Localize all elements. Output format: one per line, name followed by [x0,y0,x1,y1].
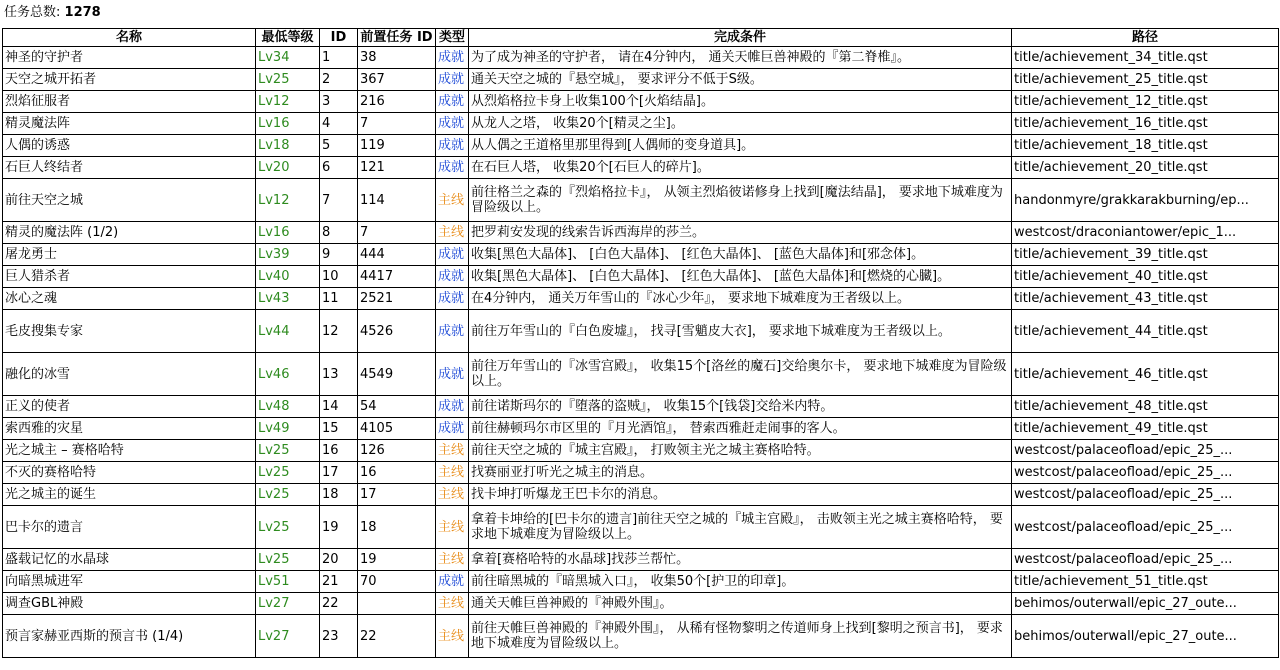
quest-type: 成就 [436,571,469,593]
quest-type: 成就 [436,266,469,288]
quest-level: Lv16 [256,113,320,135]
quest-id: 6 [320,157,358,179]
quest-level: Lv40 [256,266,320,288]
header-prereq[interactable]: 前置任务 ID [358,29,436,47]
quest-name: 光之城主 – 赛格哈特 [3,440,256,462]
quest-name: 融化的冰雪 [3,353,256,396]
quest-condition: 拿着[赛格哈特的水晶球]找莎兰帮忙。 [469,549,1012,571]
table-row[interactable] [3,288,1279,310]
quest-id: 19 [320,506,358,549]
quest-condition: 从人偶之王道格里那里得到[人偶师的变身道具]。 [469,135,1012,157]
quest-id: 9 [320,244,358,266]
table-row[interactable] [3,244,1279,266]
quest-level: Lv27 [256,615,320,658]
quest-path: behimos/outerwall/epic_27_oute... [1012,593,1279,615]
quest-type: 主线 [436,506,469,549]
quest-condition: 收集[黑色大晶体]、 [白色大晶体]、 [红色大晶体]、 [蓝色大晶体]和[邪念体]。 [469,244,1012,266]
quest-name: 烈焰征服者 [3,91,256,113]
quest-id: 18 [320,484,358,506]
quest-id: 2 [320,69,358,91]
quest-path: behimos/outerwall/epic_27_oute... [1012,615,1279,658]
quest-condition: 前往天空之城的『城主宫殿』， 打败领主光之城主赛格哈特。 [469,440,1012,462]
total-label: 任务总数: [4,5,61,20]
quest-condition: 收集[黑色大晶体]、 [白色大晶体]、 [红色大晶体]、 [蓝色大晶体]和[燃烧的心臓]。 [469,266,1012,288]
quest-condition: 从烈焰格拉卡身上收集100个[火焰结晶]。 [469,91,1012,113]
quest-condition: 为了成为神圣的守护者， 请在4分钟内， 通关天帷巨兽神殿的『第二脊椎』。 [469,47,1012,69]
quest-level: Lv49 [256,418,320,440]
total-count: 1278 [64,5,101,20]
quest-id: 5 [320,135,358,157]
table-row[interactable] [3,571,1279,593]
quest-prereq-id: 4417 [358,266,436,288]
total-count-label [4,5,101,21]
table-row[interactable] [3,135,1279,157]
quest-type: 成就 [436,310,469,353]
quest-condition: 通关天空之城的『悬空城』， 要求评分不低于S级。 [469,69,1012,91]
quest-level: Lv25 [256,69,320,91]
quest-condition: 在石巨人塔， 收集20个[石巨人的碎片]。 [469,157,1012,179]
quest-level: Lv44 [256,310,320,353]
quest-type: 主线 [436,549,469,571]
quest-condition: 找卡坤打听爆龙王巴卡尔的消息。 [469,484,1012,506]
quest-id: 14 [320,396,358,418]
quest-condition: 把罗莉安发现的线索告诉西海岸的莎兰。 [469,222,1012,244]
table-row[interactable] [3,47,1279,69]
quest-level: Lv48 [256,396,320,418]
quest-name: 毛皮搜集专家 [3,310,256,353]
quest-level: Lv25 [256,549,320,571]
quest-id: 23 [320,615,358,658]
quest-prereq-id: 4526 [358,310,436,353]
quest-name: 索西雅的灾星 [3,418,256,440]
quest-path: title/achievement_43_title.qst [1012,288,1279,310]
quest-prereq-id: 16 [358,462,436,484]
quest-level: Lv12 [256,91,320,113]
quest-name: 盛载记忆的水晶球 [3,549,256,571]
quest-prereq-id: 7 [358,113,436,135]
quest-level: Lv25 [256,440,320,462]
quest-id: 7 [320,179,358,222]
quest-path: title/achievement_20_title.qst [1012,157,1279,179]
quest-prereq-id: 367 [358,69,436,91]
quest-path: title/achievement_49_title.qst [1012,418,1279,440]
quest-prereq-id: 216 [358,91,436,113]
header-level[interactable]: 最低等级 [256,29,320,47]
quest-prereq-id: 70 [358,571,436,593]
quest-level: Lv25 [256,462,320,484]
quest-prereq-id: 7 [358,222,436,244]
quest-level: Lv18 [256,135,320,157]
quest-type: 主线 [436,222,469,244]
quest-id: 11 [320,288,358,310]
quest-level: Lv25 [256,484,320,506]
quest-path: westcost/palaceofload/epic_25_... [1012,506,1279,549]
header-path[interactable]: 路径 [1012,29,1279,47]
quest-name: 人偶的诱惑 [3,135,256,157]
quest-type: 成就 [436,69,469,91]
quest-path: westcost/palaceofload/epic_25_... [1012,484,1279,506]
quest-condition: 前往赫顿玛尔市区里的『月光酒馆』， 替索西雅赶走闹事的客人。 [469,418,1012,440]
quest-condition: 找赛丽亚打听光之城主的消息。 [469,462,1012,484]
table-row[interactable] [3,396,1279,418]
quest-prereq-id: 38 [358,47,436,69]
table-row[interactable] [3,310,1279,353]
quest-id: 4 [320,113,358,135]
quest-table [2,28,1279,658]
header-condition[interactable]: 完成条件 [469,29,1012,47]
quest-id: 1 [320,47,358,69]
quest-prereq-id: 18 [358,506,436,549]
quest-path: westcost/palaceofload/epic_25_... [1012,549,1279,571]
quest-prereq-id: 4105 [358,418,436,440]
quest-id: 10 [320,266,358,288]
table-row[interactable] [3,462,1279,484]
table-row[interactable] [3,353,1279,396]
quest-type: 主线 [436,179,469,222]
quest-level: Lv16 [256,222,320,244]
quest-id: 16 [320,440,358,462]
quest-type: 主线 [436,593,469,615]
quest-path: title/achievement_16_title.qst [1012,113,1279,135]
quest-name: 不灭的赛格哈特 [3,462,256,484]
table-row[interactable] [3,549,1279,571]
quest-name: 巨人猎杀者 [3,266,256,288]
quest-name: 石巨人终结者 [3,157,256,179]
quest-condition: 拿着卡坤给的[巴卡尔的遗言]前往天空之城的『城主宫殿』， 击败领主光之城主赛格哈特， 要求地下城难度为冒险级以上。 [469,506,1012,549]
quest-level: Lv20 [256,157,320,179]
quest-level: Lv51 [256,571,320,593]
quest-level: Lv46 [256,353,320,396]
quest-condition: 前往暗黑城的『暗黑城入口』， 收集50个[护卫的印章]。 [469,571,1012,593]
quest-condition: 在4分钟内， 通关万年雪山的『冰心少年』， 要求地下城难度为王者级以上。 [469,288,1012,310]
quest-prereq-id: 4549 [358,353,436,396]
quest-name: 天空之城开拓者 [3,69,256,91]
quest-type: 主线 [436,615,469,658]
quest-type: 成就 [436,91,469,113]
table-header-row [3,29,1279,47]
table-row[interactable] [3,484,1279,506]
quest-prereq-id: 22 [358,615,436,658]
table-row[interactable] [3,179,1279,222]
header-name[interactable]: 名称 [3,29,256,47]
quest-id: 17 [320,462,358,484]
quest-level: Lv25 [256,506,320,549]
quest-name: 预言家赫亚西斯的预言书 (1/4) [3,615,256,658]
quest-condition: 从龙人之塔， 收集20个[精灵之尘]。 [469,113,1012,135]
quest-prereq-id: 2521 [358,288,436,310]
quest-name: 光之城主的诞生 [3,484,256,506]
quest-condition: 前往诺斯玛尔的『堕落的盗贼』， 收集15个[钱袋]交给米内特。 [469,396,1012,418]
quest-level: Lv12 [256,179,320,222]
quest-path: title/achievement_46_title.qst [1012,353,1279,396]
table-row[interactable] [3,506,1279,549]
quest-path: title/achievement_44_title.qst [1012,310,1279,353]
quest-name: 前往天空之城 [3,179,256,222]
quest-path: westcost/palaceofload/epic_25_... [1012,440,1279,462]
quest-prereq-id [358,593,436,615]
table-row[interactable] [3,418,1279,440]
quest-id: 3 [320,91,358,113]
quest-type: 成就 [436,396,469,418]
quest-name: 向暗黑城进军 [3,571,256,593]
quest-name: 精灵魔法阵 [3,113,256,135]
quest-path: handonmyre/grakkarakburning/ep... [1012,179,1279,222]
quest-type: 成就 [436,135,469,157]
quest-level: Lv34 [256,47,320,69]
quest-name: 精灵的魔法阵 (1/2) [3,222,256,244]
quest-table-body [3,47,1279,658]
quest-name: 正义的使者 [3,396,256,418]
quest-type: 成就 [436,418,469,440]
quest-type: 成就 [436,113,469,135]
quest-path: title/achievement_18_title.qst [1012,135,1279,157]
quest-id: 15 [320,418,358,440]
quest-path: title/achievement_12_title.qst [1012,91,1279,113]
table-row[interactable] [3,266,1279,288]
quest-name: 神圣的守护者 [3,47,256,69]
quest-prereq-id: 114 [358,179,436,222]
quest-type: 成就 [436,157,469,179]
quest-name: 调查GBL神殿 [3,593,256,615]
quest-type: 主线 [436,440,469,462]
quest-id: 8 [320,222,358,244]
table-row[interactable] [3,157,1279,179]
quest-id: 21 [320,571,358,593]
table-row[interactable] [3,91,1279,113]
quest-path: title/achievement_25_title.qst [1012,69,1279,91]
quest-path: title/achievement_40_title.qst [1012,266,1279,288]
quest-prereq-id: 121 [358,157,436,179]
quest-prereq-id: 126 [358,440,436,462]
quest-type: 成就 [436,288,469,310]
quest-type: 主线 [436,462,469,484]
quest-type: 成就 [436,47,469,69]
quest-prereq-id: 54 [358,396,436,418]
quest-prereq-id: 119 [358,135,436,157]
quest-type: 成就 [436,353,469,396]
table-row[interactable] [3,593,1279,615]
quest-condition: 前往格兰之森的『烈焰格拉卡』， 从领主烈焰彼诺修身上找到[魔法结晶]， 要求地下城难度为冒险级以上。 [469,179,1012,222]
table-row[interactable] [3,440,1279,462]
quest-path: westcost/palaceofload/epic_25_... [1012,462,1279,484]
quest-condition: 前往天帷巨兽神殿的『神殿外围』， 从稀有怪物黎明之传道师身上找到[黎明之预言书]， 要求地下城难度为冒险级以上。 [469,615,1012,658]
quest-path: title/achievement_34_title.qst [1012,47,1279,69]
table-row[interactable] [3,615,1279,658]
quest-name: 巴卡尔的遗言 [3,506,256,549]
quest-condition: 前往万年雪山的『冰雪宫殿』， 收集15个[洛丝的魔石]交给奥尔卡， 要求地下城难度为冒险级以上。 [469,353,1012,396]
quest-name: 屠龙勇士 [3,244,256,266]
quest-condition: 前往万年雪山的『白色废墟』， 找寻[雪魈皮大衣]， 要求地下城难度为王者级以上。 [469,310,1012,353]
quest-path: title/achievement_51_title.qst [1012,571,1279,593]
quest-id: 12 [320,310,358,353]
header-id[interactable]: ID [320,29,358,47]
quest-type: 主线 [436,484,469,506]
quest-prereq-id: 17 [358,484,436,506]
quest-id: 22 [320,593,358,615]
quest-name: 冰心之魂 [3,288,256,310]
quest-type: 成就 [436,244,469,266]
table-row[interactable] [3,69,1279,91]
quest-level: Lv39 [256,244,320,266]
table-row[interactable] [3,113,1279,135]
quest-id: 13 [320,353,358,396]
quest-path: title/achievement_48_title.qst [1012,396,1279,418]
header-type[interactable]: 类型 [436,29,469,47]
quest-condition: 通关天帷巨兽神殿的『神殿外围』。 [469,593,1012,615]
quest-level: Lv27 [256,593,320,615]
quest-path: title/achievement_39_title.qst [1012,244,1279,266]
quest-path: westcost/draconiantower/epic_1... [1012,222,1279,244]
quest-level: Lv43 [256,288,320,310]
table-row[interactable] [3,222,1279,244]
quest-id: 20 [320,549,358,571]
quest-prereq-id: 19 [358,549,436,571]
quest-prereq-id: 444 [358,244,436,266]
